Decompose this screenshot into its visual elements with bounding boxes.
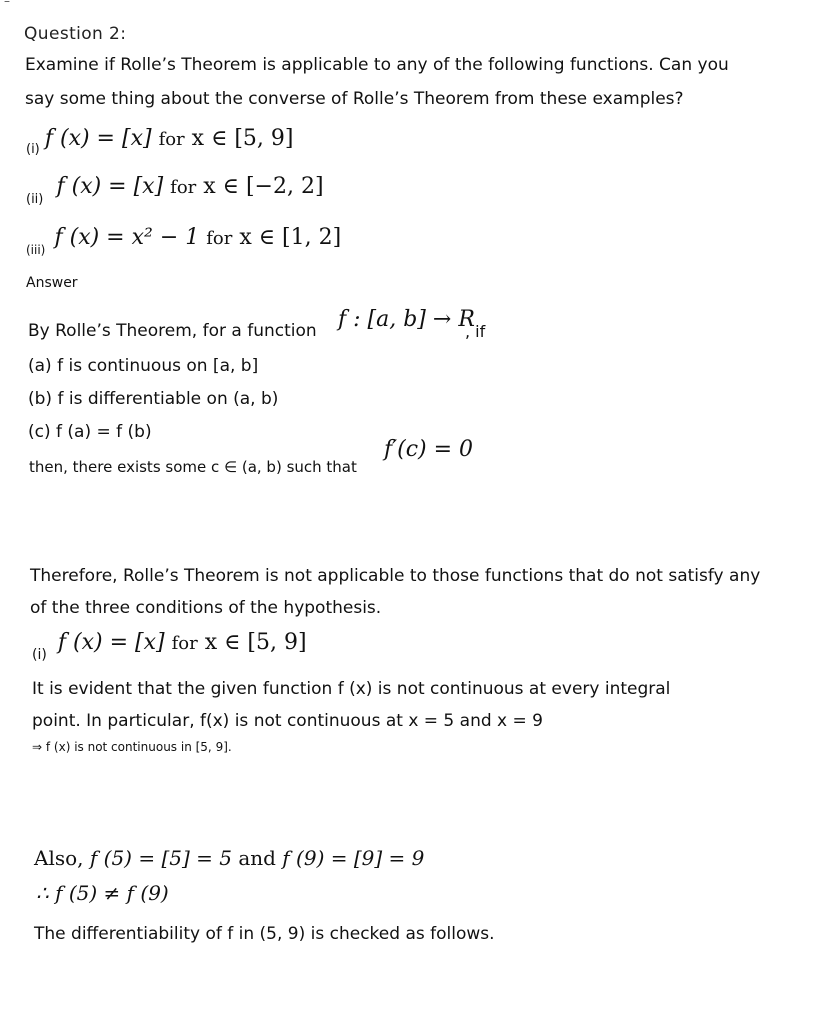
- question-title: Question 2:: [24, 24, 127, 44]
- item-function: f (x) = [x] for x ∈ [5, 9]: [44, 126, 294, 151]
- question-item-iii: [26, 225, 342, 257]
- rolle-function-mapping: f : [a, b] → R: [338, 307, 475, 332]
- question-text-line-2: say some thing about the converse of Rolle’s Theorem from these examples?: [25, 89, 684, 109]
- item-label: (i): [32, 647, 47, 663]
- answer-label: Answer: [26, 275, 78, 291]
- condition-a: (a) f is continuous on [a, b]: [28, 356, 259, 376]
- also-and: and: [238, 846, 276, 870]
- implies-text: ⇒ f (x) is not continuous in [5, 9].: [32, 740, 232, 754]
- also-prefix: Also,: [34, 846, 84, 870]
- rolle-intro-text: By Rolle’s Theorem, for a function: [28, 321, 317, 341]
- conclusion-text: then, there exists some c ∈ (a, b) such that: [29, 458, 357, 476]
- answer-part-i: [32, 630, 307, 663]
- item-label: (ii): [26, 192, 44, 207]
- also-equation-line: [34, 846, 424, 870]
- condition-c: (c) f (a) = f (b): [28, 422, 152, 442]
- condition-b: (b) f is differentiable on (a, b): [28, 389, 279, 409]
- therefore-text-line-1: Therefore, Rolle’s Theorem is not applicable to those functions that do not satisfy any: [30, 566, 761, 586]
- item-function: f (x) = [x] for x ∈ [5, 9]: [57, 630, 307, 655]
- question-item-i: [26, 126, 294, 157]
- item-label: (iii): [26, 243, 46, 257]
- rolle-if-text: , if: [465, 322, 486, 341]
- evident-text-line-2: point. In particular, f(x) is not continuous at x = 5 and x = 9: [32, 711, 543, 731]
- question-item-ii: [26, 174, 324, 207]
- item-function: f (x) = x² − 1 for x ∈ [1, 2]: [54, 225, 342, 250]
- also-equation-1: f (5) = [5] = 5: [89, 846, 232, 870]
- therefore-text-line-2: of the three conditions of the hypothesis.: [30, 598, 382, 618]
- conclusion-equation: f′(c) = 0: [384, 437, 474, 462]
- therefore-inequality: ∴ f (5) ≠ f (9): [36, 881, 169, 905]
- item-label: (i): [26, 142, 40, 157]
- also-equation-2: f (9) = [9] = 9: [282, 846, 425, 870]
- question-text-line-1: Examine if Rolle’s Theorem is applicable to any of the following functions. Can you: [25, 55, 729, 75]
- evident-text-line-1: It is evident that the given function f (x) is not continuous at every integral: [32, 679, 671, 699]
- differentiability-text: The differentiability of f in (5, 9) is checked as follows.: [34, 924, 495, 944]
- item-function: f (x) = [x] for x ∈ [−2, 2]: [56, 174, 324, 199]
- top-mark: –: [4, 0, 10, 8]
